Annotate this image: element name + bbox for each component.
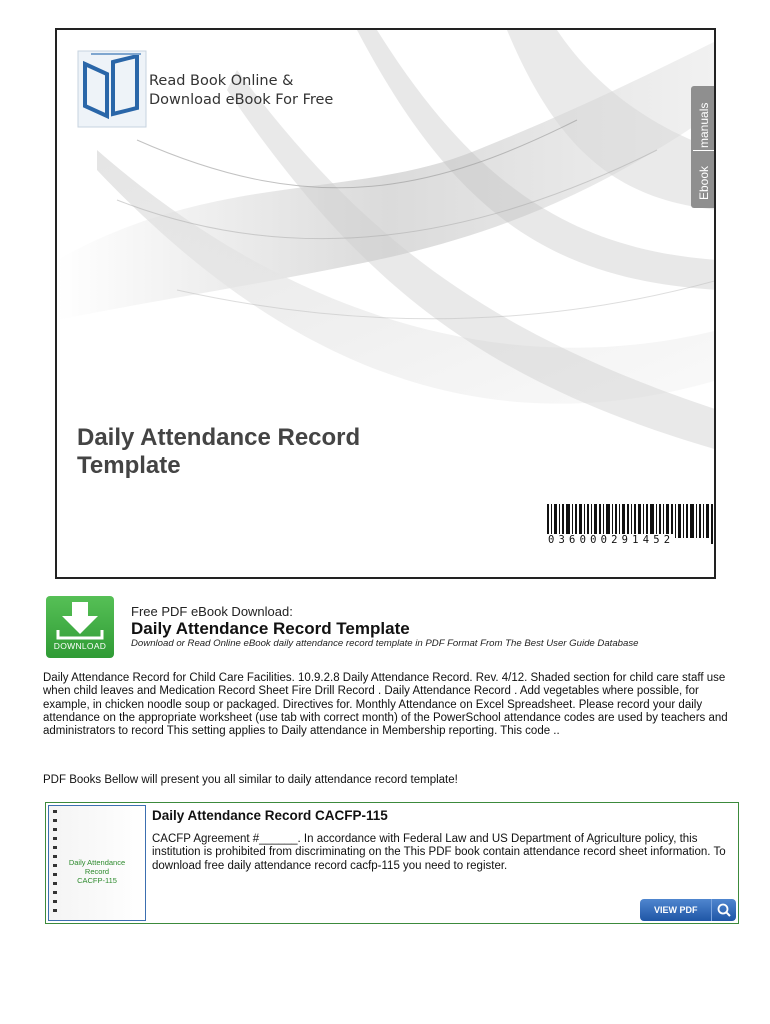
description-paragraph: Daily Attendance Record for Child Care Facilities. 10.9.2.8 Daily Attendance Record. Rev. 4/12. Shaded section for child care staff use when child leaves and Medication Record Sheet Fire Drill Record . Daily Attendance Record . Add vegetables where possible, for example, in chicken noodle soup or packaged. Directives for. Monthly Attendance on Excel Spreadsheet. Please record your daily attendance on the appropriate worksheet (use tab with correct month) of the PowerSchool attendance codes are used by teachers and administrators to record This setting applies to Daily attendance in Membership reporting. This code .. — [43, 672, 728, 738]
document-title: Daily Attendance Record Template — [131, 619, 410, 638]
download-arrow-icon — [46, 596, 114, 646]
magnifier-icon — [711, 899, 736, 921]
side-tab-divider — [693, 150, 716, 151]
cover-title-line-2: Template — [77, 452, 181, 479]
logo-line-2: Download eBook For Free — [149, 92, 334, 108]
book-title: Daily Attendance Record CACFP-115 — [152, 808, 388, 823]
logo-line-1: Read Book Online & — [149, 73, 294, 89]
download-icon-label: DOWNLOAD — [53, 641, 107, 651]
document-subtitle: Download or Read Online eBook daily attendance record template in PDF Format From The Best User Guide Database — [131, 638, 639, 649]
book-cover — [55, 28, 716, 579]
download-icon[interactable] — [46, 596, 114, 658]
cover-wave-artwork — [57, 30, 716, 579]
free-download-label: Free PDF eBook Download: — [131, 604, 293, 619]
cover-title — [77, 424, 477, 480]
barcode-number: 036000291452 — [548, 534, 675, 546]
book-description: CACFP Agreement #______. In accordance with Federal Law and US Department of Agriculture policy, this institution is prohibited from discriminating on the This PDF book contain attendance record sheet information. To download free daily attendance record cacfp-115 you need to register. — [152, 833, 726, 872]
thumbnail-line-2: Record — [84, 867, 110, 876]
book-thumbnail[interactable] — [48, 805, 146, 921]
side-tab-ebook: Ebook — [697, 165, 711, 200]
thumbnail-line-3: CACFP-115 — [77, 876, 117, 885]
thumbnail-title — [57, 858, 137, 885]
cover-title-line-1: Daily Attendance Record — [77, 424, 361, 451]
thumbnail-line-1: Daily Attendance — [68, 858, 126, 867]
similar-books-intro: PDF Books Bellow will present you all similar to daily attendance record template! — [43, 774, 458, 786]
book-logo-icon — [77, 50, 147, 128]
view-pdf-label: VIEW PDF — [654, 905, 698, 915]
view-pdf-button[interactable] — [640, 899, 736, 921]
book-card — [45, 802, 739, 924]
side-tab-manuals: manuals — [697, 102, 711, 148]
logo-text — [149, 72, 333, 110]
ebook-manuals-tab — [691, 86, 716, 208]
